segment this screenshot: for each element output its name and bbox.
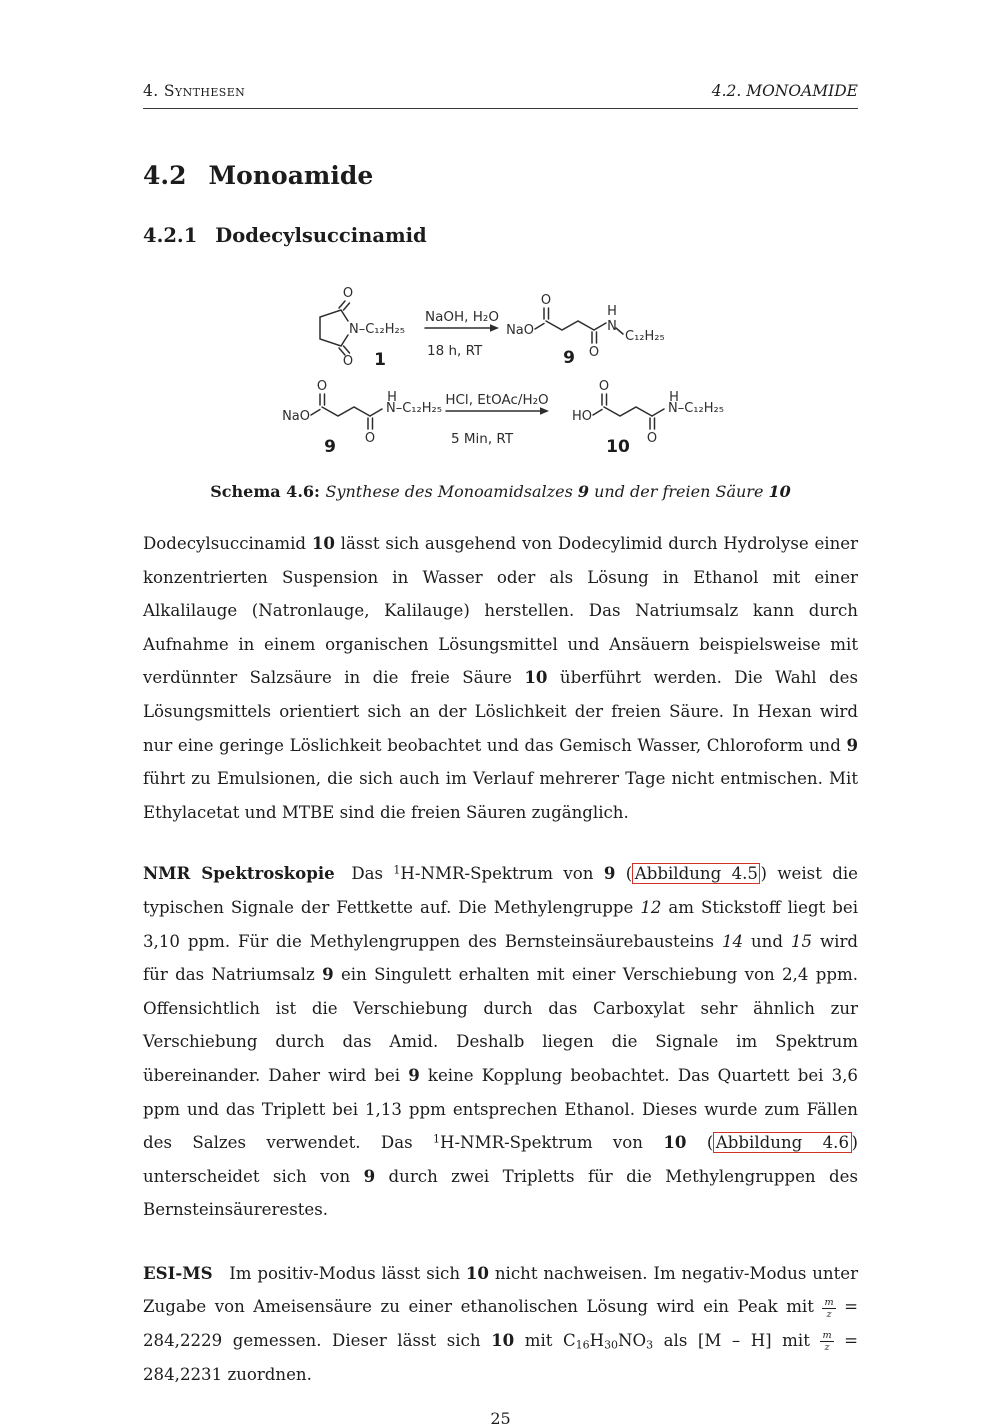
text-run: 30 bbox=[604, 1338, 618, 1352]
text-run: 15 bbox=[790, 931, 813, 951]
arrowhead-icon bbox=[490, 324, 499, 332]
compound-number-1: 1 bbox=[374, 350, 386, 370]
text-run: = 284,2231 zuordnen. bbox=[143, 1331, 859, 1384]
atom-label-o: O bbox=[364, 431, 376, 446]
structure-compound-1 bbox=[320, 286, 405, 370]
fraction-m-over-z: $\frac{m}{z}$ bbox=[824, 1296, 834, 1320]
atom-label-o: O bbox=[646, 431, 658, 446]
text-run: 9 bbox=[577, 482, 590, 501]
text-run: ( bbox=[615, 864, 633, 884]
text-run: Im positiv-Modus lässt sich bbox=[212, 1263, 466, 1283]
text-run: nicht nachweisen. Im negativ-Modus unter Zugabe von Ameisensäure zu einer ethanolischen Lösung wird ein Peak mit bbox=[143, 1263, 859, 1317]
text-run: Das bbox=[334, 864, 394, 884]
atom-label-o: O bbox=[588, 345, 600, 360]
section-heading bbox=[143, 161, 858, 190]
text-run: Synthese des Monoamidsalzes bbox=[325, 482, 578, 501]
text-run: 9 bbox=[322, 964, 334, 985]
atom-label-n: N bbox=[607, 319, 617, 334]
text-run: 12 bbox=[640, 897, 662, 917]
atom-label-n-chain: N–C₁₂H₂₅ bbox=[349, 322, 405, 337]
structure-compound-10 bbox=[572, 379, 724, 457]
text-run: und bbox=[743, 931, 791, 951]
text-run: 1 bbox=[393, 863, 401, 877]
atom-label-o: O bbox=[342, 286, 354, 301]
text-run: ) weist die typischen Signale der Fettkette auf. Die Methylengruppe bbox=[143, 864, 859, 917]
reaction-arrow-1 bbox=[425, 309, 499, 359]
figure-reference-link[interactable]: Abbildung 4.6 bbox=[713, 1132, 851, 1153]
text-run: wird für das Natriumsalz bbox=[143, 931, 859, 985]
section-number: 4.2 bbox=[143, 161, 187, 190]
atom-label-nao: NaO bbox=[506, 323, 534, 338]
compound-number-9: 9 bbox=[324, 437, 336, 457]
page-number: 25 bbox=[490, 1409, 511, 1428]
text-run: 10 bbox=[311, 533, 335, 553]
atom-label-h: H bbox=[387, 390, 397, 405]
text-run: 10 bbox=[524, 667, 548, 688]
text-run: 14 bbox=[721, 931, 744, 951]
text-run: Dodecylsuccinamid bbox=[143, 534, 312, 553]
reagents-label-1: NaOH, H₂O bbox=[425, 309, 499, 325]
text-run: H-NMR-Spektrum von bbox=[439, 1133, 664, 1153]
conditions-label-2: 5 Min, RT bbox=[451, 431, 514, 447]
text-run: 9 bbox=[603, 863, 616, 884]
text-run: 9 bbox=[846, 734, 858, 755]
text-run: ( bbox=[686, 1133, 714, 1153]
text-run: = 284,2229 gemessen. Dieser lässt sich bbox=[143, 1297, 858, 1351]
compound-number-9: 9 bbox=[563, 348, 575, 368]
compound-number-10: 10 bbox=[606, 437, 630, 457]
atom-label-n-chain: N–C₁₂H₂₅ bbox=[386, 401, 442, 416]
paragraph-intro bbox=[143, 527, 858, 829]
text-run: 9 bbox=[408, 1064, 420, 1085]
text-run: 16 bbox=[575, 1338, 590, 1352]
subsection-number: 4.2.1 bbox=[143, 224, 198, 247]
reaction-scheme bbox=[143, 259, 858, 474]
reaction-scheme-drawing bbox=[268, 259, 728, 474]
fraction-m-over-z: $\frac{m}{z}$ bbox=[822, 1330, 832, 1354]
paragraph-nmr-spektroskopie bbox=[143, 857, 858, 1227]
text-run: durch zwei Tripletts für die Methylengruppen des Bernsteinsäurerestes. bbox=[143, 1166, 858, 1220]
text-run: und der freien Säure bbox=[589, 482, 769, 501]
text-run: lässt sich ausgehend von Dodecylimid durch Hydrolyse einer konzentrierten Suspension in Wasser oder als Lösung in Ethanol mit einer Alkalilauge (Natronlauge, Kalilauge) herstellen. Das Natriumsalz kann durch Aufnahme in einem organischen Lösungsmittel und Ansäuern beispielsweise mit verdünnter Salzsäure in die freie Säure bbox=[143, 534, 859, 688]
atom-label-chain: C₁₂H₂₅ bbox=[625, 329, 665, 344]
scheme-caption bbox=[143, 482, 858, 501]
text-run: am Stickstoff liegt bei 3,10 ppm. Für die Methylengruppen des Bernsteinsäurebausteins bbox=[143, 897, 858, 951]
subsection-title: Dodecylsuccinamid bbox=[215, 224, 427, 247]
structure-compound-9-reactant bbox=[282, 379, 442, 457]
text-run: NO bbox=[617, 1331, 647, 1351]
text-run: 9 bbox=[363, 1165, 376, 1186]
text-run: keine Kopplung beobachtet. Das Quartett bei 3,6 ppm und das Triplett bei 1,13 ppm entsprechen Ethanol. Dieses wurde zum Fällen des Salzes verwendet. Das bbox=[143, 1065, 858, 1153]
text-run: 10 bbox=[768, 482, 791, 501]
atom-label-h: H bbox=[669, 390, 679, 405]
text-run: 3 bbox=[646, 1338, 654, 1352]
reaction-arrow-2 bbox=[445, 392, 549, 447]
text-run: NMR Spektroskopie bbox=[143, 863, 335, 884]
figure-reference-link[interactable]: Abbildung 4.5 bbox=[632, 863, 760, 884]
atom-label-n-chain: N–C₁₂H₂₅ bbox=[668, 401, 724, 416]
atom-label-h: H bbox=[607, 304, 617, 319]
running-header bbox=[143, 82, 858, 109]
text-run: 10 bbox=[465, 1262, 489, 1283]
text-run: als [M – H] mit bbox=[653, 1331, 821, 1351]
conditions-label-1: 18 h, RT bbox=[427, 343, 483, 359]
text-run: 10 bbox=[491, 1330, 515, 1351]
text-run: ESI-MS bbox=[143, 1262, 213, 1283]
text-run: führt zu Emulsionen, die sich auch im Verlauf mehrerer Tage nicht entmischen. Mit Ethylacetat und MTBE sind die freien Säuren zugänglich. bbox=[143, 769, 858, 822]
structure-compound-9-product bbox=[506, 293, 665, 368]
text-run: überführt werden. Die Wahl des Lösungsmittels orientiert sich an der Löslichkeit der freien Säure. In Hexan wird nur eine geringe Löslichkeit beobachtet und das Gemisch Wasser, Chloroform und bbox=[143, 668, 858, 755]
subsection-heading bbox=[143, 224, 858, 247]
text-run: ein Singulett erhalten mit einer Verschiebung von 2,4 ppm. Offensichtlich ist die Verschiebung durch das Carboxylat sehr ähnlich zur Verschiebung durch das Amid. Deshalb liegen die Signale im Spektrum übereinander. Daher wird bei bbox=[143, 965, 858, 1085]
atom-label-nao: NaO bbox=[282, 409, 310, 424]
running-header-chapter: 4. Synthesen bbox=[143, 82, 246, 100]
atom-label-o: O bbox=[342, 354, 354, 369]
text-run: 10 bbox=[663, 1132, 687, 1153]
atom-label-ho: HO bbox=[571, 409, 592, 424]
atom-label-o: O bbox=[540, 293, 552, 308]
text-run: H bbox=[589, 1331, 605, 1351]
atom-label-o: O bbox=[316, 379, 328, 394]
section-title: Monoamide bbox=[208, 161, 374, 190]
reagents-label-2: HCl, EtOAc/H₂O bbox=[445, 392, 549, 408]
paragraph-esi-ms bbox=[143, 1257, 858, 1391]
text-run: ) unterscheidet sich von bbox=[143, 1133, 858, 1186]
text-run: mit C bbox=[514, 1331, 576, 1351]
text-run: Schema 4.6: bbox=[210, 482, 326, 501]
arrowhead-icon bbox=[540, 407, 549, 415]
text-run: 1 bbox=[433, 1132, 440, 1146]
atom-label-o: O bbox=[598, 379, 610, 394]
running-header-section: 4.2. MONOAMIDE bbox=[711, 82, 858, 100]
text-run: H-NMR-Spektrum von bbox=[400, 864, 604, 884]
